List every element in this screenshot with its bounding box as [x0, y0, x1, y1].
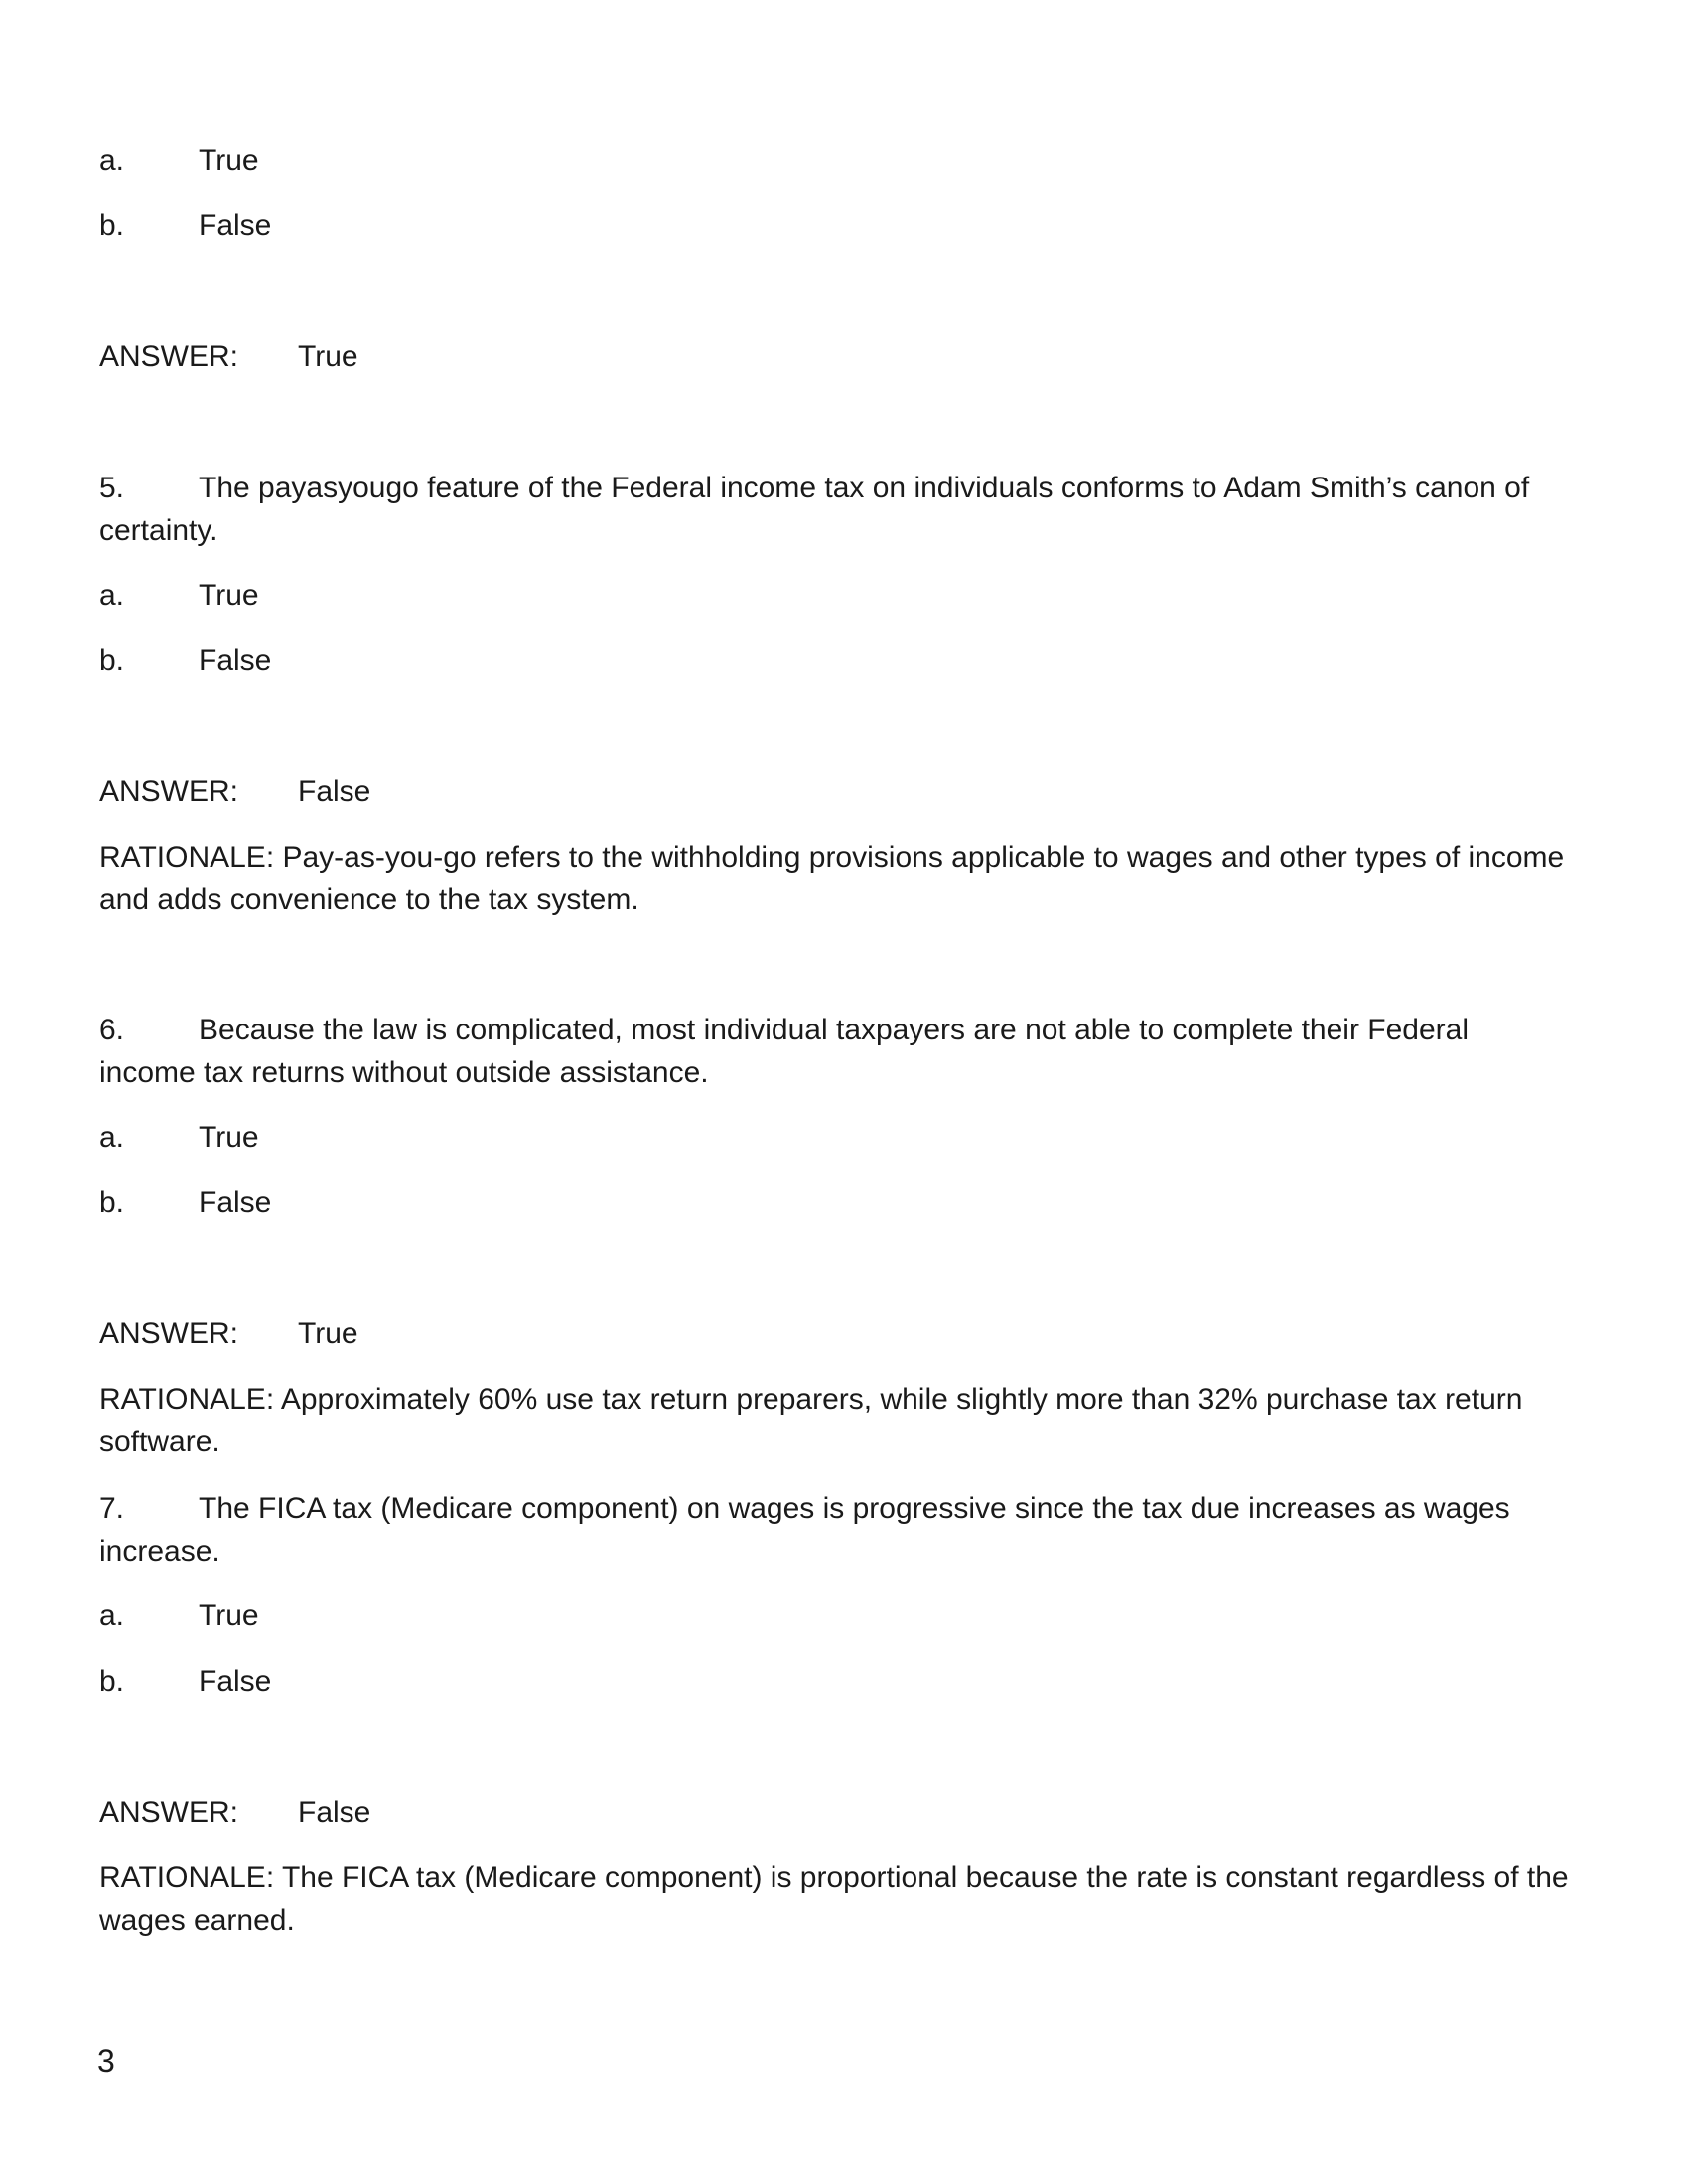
answer-value: False	[298, 775, 371, 808]
option-row	[99, 1116, 259, 1159]
option-text: True	[199, 144, 259, 177]
answer-value: False	[298, 1796, 371, 1829]
option-letter: a.	[99, 1599, 125, 1632]
option-row	[99, 1181, 271, 1224]
option-row	[99, 205, 271, 247]
question-number: 6.	[99, 1014, 125, 1046]
question-body: The payasyougo feature of the Federal income tax on individuals conforms to Adam Smith’s canon of certainty.	[99, 472, 1530, 547]
option-letter: b.	[99, 1186, 125, 1219]
option-letter: a.	[99, 1121, 125, 1154]
option-letter: a.	[99, 579, 125, 612]
option-text: False	[199, 644, 272, 677]
option-row	[99, 1594, 259, 1637]
answer-value: True	[298, 341, 358, 373]
option-row	[99, 1660, 271, 1703]
question-text	[99, 467, 1569, 552]
option-text: False	[199, 1186, 272, 1219]
option-row	[99, 139, 259, 182]
answer-label: ANSWER:	[99, 775, 239, 808]
question-number: 7.	[99, 1492, 125, 1525]
option-letter: b.	[99, 209, 125, 242]
option-text: True	[199, 579, 259, 612]
answer-label: ANSWER:	[99, 341, 239, 373]
option-text: False	[199, 209, 272, 242]
option-letter: b.	[99, 644, 125, 677]
option-text: False	[199, 1665, 272, 1698]
option-letter: a.	[99, 144, 125, 177]
option-letter: b.	[99, 1665, 125, 1698]
answer-row	[99, 336, 358, 378]
answer-value: True	[298, 1317, 358, 1350]
question-text	[99, 1009, 1569, 1094]
question-number: 5.	[99, 472, 125, 504]
answer-label: ANSWER:	[99, 1317, 239, 1350]
option-text: True	[199, 1121, 259, 1154]
option-row	[99, 639, 271, 682]
answer-row	[99, 1312, 358, 1355]
question-body: The FICA tax (Medicare component) on wages is progressive since the tax due increases as wages increase.	[99, 1492, 1510, 1568]
option-row	[99, 574, 259, 616]
rationale: RATIONALE: Approximately 60% use tax return preparers, while slightly more than 32% purchase tax return software.	[99, 1383, 1523, 1458]
rationale: RATIONALE: The FICA tax (Medicare component) is proportional because the rate is constant regardless of the wages earned.	[99, 1861, 1569, 1937]
option-text: True	[199, 1599, 259, 1632]
rationale: RATIONALE: Pay-as-you-go refers to the withholding provisions applicable to wages and other types of income and adds convenience to the tax system.	[99, 841, 1565, 916]
answer-label: ANSWER:	[99, 1796, 239, 1829]
answer-row	[99, 1791, 370, 1834]
answer-row	[99, 770, 370, 813]
question-body: Because the law is complicated, most individual taxpayers are not able to complete their Federal income tax returns without outside assistance.	[99, 1014, 1469, 1089]
page-number: 3	[97, 2043, 115, 2079]
question-text	[99, 1487, 1569, 1572]
